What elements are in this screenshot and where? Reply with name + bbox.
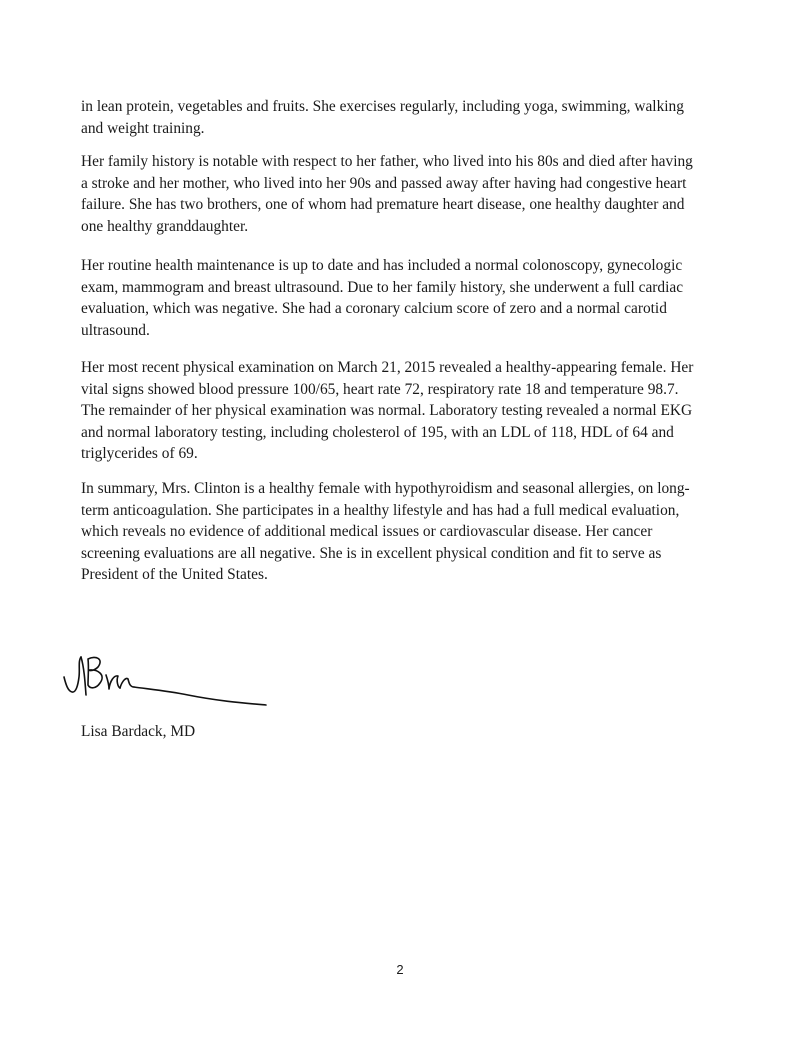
text-line: vital signs showed blood pressure 100/65, heart rate 72, respiratory rate 18 and temperature 98.7.	[81, 380, 679, 398]
text-line: and normal laboratory testing, including cholesterol of 195, with an LDL of 118, HDL of 64 and	[81, 423, 674, 441]
text-line: Her most recent physical examination on March 21, 2015 revealed a healthy-appearing female. Her	[81, 359, 694, 376]
text-line: In summary, Mrs. Clinton is a healthy female with hypothyroidism and seasonal allergies, on long-	[81, 480, 690, 497]
text-line: term anticoagulation. She participates in a healthy lifestyle and has had a full medical evaluation,	[81, 501, 680, 519]
signer-name: Lisa Bardack, MD	[81, 723, 196, 740]
text-line: The remainder of her physical examination was normal. Laboratory testing revealed a normal EKG	[81, 402, 693, 420]
paragraph-family-history	[81, 151, 721, 237]
page-number: 2	[396, 962, 404, 977]
text-line: and weight training.	[81, 119, 205, 137]
text-line: triglycerides of 69.	[81, 445, 198, 463]
text-line: a stroke and her mother, who lived into her 90s and passed away after having had congestive heart	[81, 174, 687, 192]
paragraph-health-maintenance	[81, 255, 721, 341]
paragraph-physical-exam	[81, 357, 721, 465]
text-line: screening evaluations are all negative. She is in excellent physical condition and fit to serve as	[81, 544, 662, 562]
text-line: President of the United States.	[81, 566, 268, 584]
text-line: one healthy granddaughter.	[81, 217, 249, 235]
text-line: failure. She has two brothers, one of whom had premature heart disease, one healthy daughter and	[81, 196, 685, 214]
text-line: which reveals no evidence of additional medical issues or cardiovascular disease. Her cancer	[81, 523, 653, 541]
text-line: ultrasound.	[81, 321, 150, 339]
text-line: evaluation, which was negative. She had a coronary calcium score of zero and a normal carotid	[81, 300, 667, 318]
handwritten-signature	[58, 645, 273, 720]
text-line: exam, mammogram and breast ultrasound. Due to her family history, she underwent a full cardiac	[81, 278, 684, 296]
paragraph-summary	[81, 478, 721, 586]
paragraph-diet-exercise	[81, 96, 721, 139]
text-line: in lean protein, vegetables and fruits. She exercises regularly, including yoga, swimming, walking	[81, 98, 684, 115]
text-line: Her family history is notable with respect to her father, who lived into his 80s and died after having	[81, 153, 693, 170]
text-line: Her routine health maintenance is up to date and has included a normal colonoscopy, gynecologic	[81, 257, 683, 274]
